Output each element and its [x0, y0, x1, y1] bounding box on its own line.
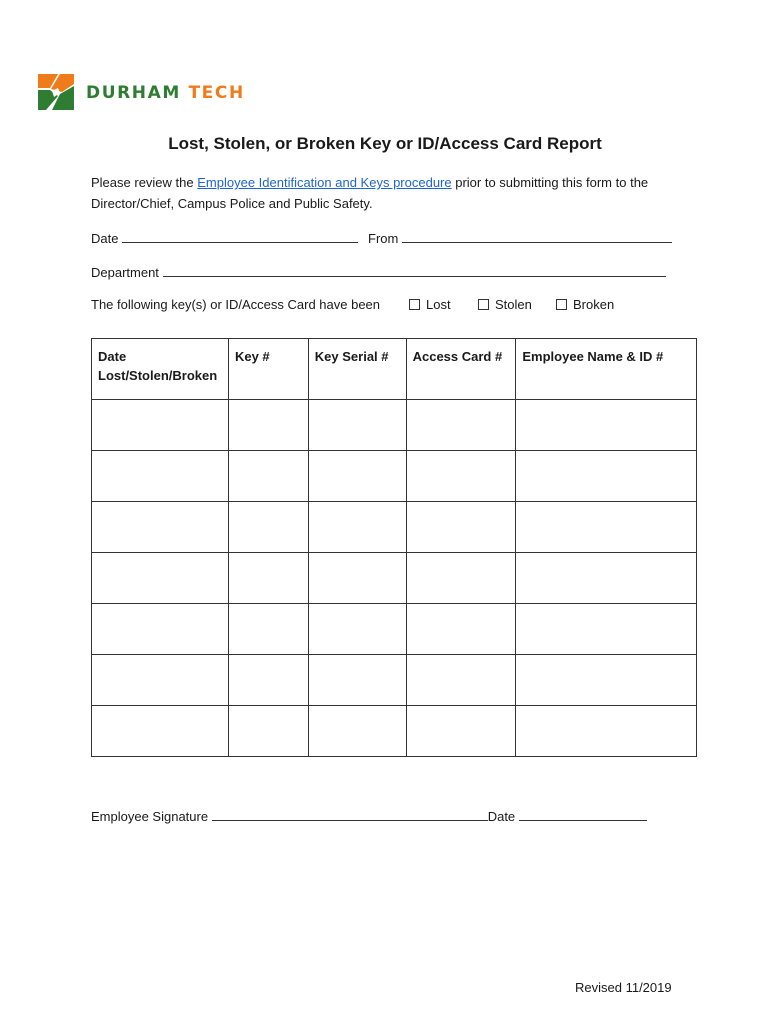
from-input-line[interactable]	[402, 228, 672, 243]
table-cell[interactable]	[92, 706, 229, 757]
table-cell[interactable]	[406, 451, 516, 502]
checkbox-lost-label: Lost	[426, 297, 451, 312]
table-cell[interactable]	[92, 400, 229, 451]
table-cell[interactable]	[406, 553, 516, 604]
signature-input-line[interactable]	[212, 806, 488, 821]
signature-date-input-line[interactable]	[519, 806, 647, 821]
table-cell[interactable]	[516, 655, 697, 706]
signature-date-label: Date	[487, 809, 516, 824]
checkbox-icon[interactable]	[409, 299, 420, 310]
header-key-serial: Key Serial #	[308, 339, 406, 400]
signature-label: Employee Signature	[91, 809, 209, 824]
table-cell[interactable]	[406, 502, 516, 553]
checkbox-lost[interactable]	[409, 297, 451, 312]
logo-word-durham: DURHAM	[86, 83, 181, 103]
page-title: Lost, Stolen, or Broken Key or ID/Access Card Report	[168, 134, 602, 153]
report-table	[91, 338, 697, 757]
checkbox-icon[interactable]	[556, 299, 567, 310]
table-cell[interactable]	[406, 400, 516, 451]
department-field-row	[91, 262, 666, 280]
logo-wordmark	[86, 83, 245, 103]
checkbox-stolen-label: Stolen	[495, 297, 532, 312]
table-cell[interactable]	[92, 451, 229, 502]
table-cell[interactable]	[228, 655, 308, 706]
table-row	[92, 655, 697, 706]
date-label: Date	[91, 231, 119, 246]
table-cell[interactable]	[308, 553, 406, 604]
header-date-lost: Date Lost/Stolen/Broken	[92, 339, 229, 400]
table-row	[92, 706, 697, 757]
table-cell[interactable]	[308, 706, 406, 757]
table-cell[interactable]	[92, 553, 229, 604]
table-cell[interactable]	[308, 400, 406, 451]
checkbox-broken-label: Broken	[573, 297, 615, 312]
table-row	[92, 604, 697, 655]
table-cell[interactable]	[228, 553, 308, 604]
header-employee-name-id: Employee Name & ID #	[516, 339, 697, 400]
table-cell[interactable]	[228, 400, 308, 451]
table-cell[interactable]	[406, 604, 516, 655]
table-cell[interactable]	[516, 502, 697, 553]
table-cell[interactable]	[516, 604, 697, 655]
table-row	[92, 553, 697, 604]
table-cell[interactable]	[92, 655, 229, 706]
table-row	[92, 451, 697, 502]
checkbox-stolen[interactable]	[478, 297, 532, 312]
table-cell[interactable]	[516, 706, 697, 757]
intro-text-before: Please review the	[91, 175, 198, 190]
table-header-row	[92, 339, 697, 400]
signature-row	[91, 806, 647, 824]
from-label: From	[368, 231, 399, 246]
logo-word-tech: TECH	[188, 83, 245, 103]
date-field-row	[91, 228, 358, 246]
table-cell[interactable]	[406, 706, 516, 757]
date-input-line[interactable]	[122, 228, 358, 243]
table-cell[interactable]	[228, 502, 308, 553]
table-cell[interactable]	[228, 604, 308, 655]
table-cell[interactable]	[92, 604, 229, 655]
intro-text-after: prior to submitting this form to the Director/Chief, Campus Police and Public Safety.	[91, 175, 649, 211]
checkbox-icon[interactable]	[478, 299, 489, 310]
table-cell[interactable]	[406, 655, 516, 706]
table-cell[interactable]	[308, 502, 406, 553]
department-input-line[interactable]	[163, 262, 666, 277]
table-cell[interactable]	[516, 400, 697, 451]
table-cell[interactable]	[516, 553, 697, 604]
table-cell[interactable]	[92, 502, 229, 553]
header-access-card: Access Card #	[406, 339, 516, 400]
table-cell[interactable]	[228, 451, 308, 502]
department-label: Department	[91, 265, 159, 280]
table-row	[92, 400, 697, 451]
procedure-link[interactable]: Employee Identification and Keys procedure	[197, 175, 452, 190]
from-field-row	[368, 228, 672, 246]
table-cell[interactable]	[308, 655, 406, 706]
table-cell[interactable]	[228, 706, 308, 757]
status-prompt: The following key(s) or ID/Access Card have been	[91, 297, 381, 312]
logo-mark-icon	[38, 74, 74, 110]
intro-paragraph	[91, 172, 691, 214]
table-cell[interactable]	[516, 451, 697, 502]
table-row	[92, 502, 697, 553]
header-key-number: Key #	[228, 339, 308, 400]
table-cell[interactable]	[308, 451, 406, 502]
table-cell[interactable]	[308, 604, 406, 655]
checkbox-broken[interactable]	[556, 297, 614, 312]
durham-tech-logo	[38, 74, 268, 112]
revision-note: Revised 11/2019	[575, 980, 672, 995]
